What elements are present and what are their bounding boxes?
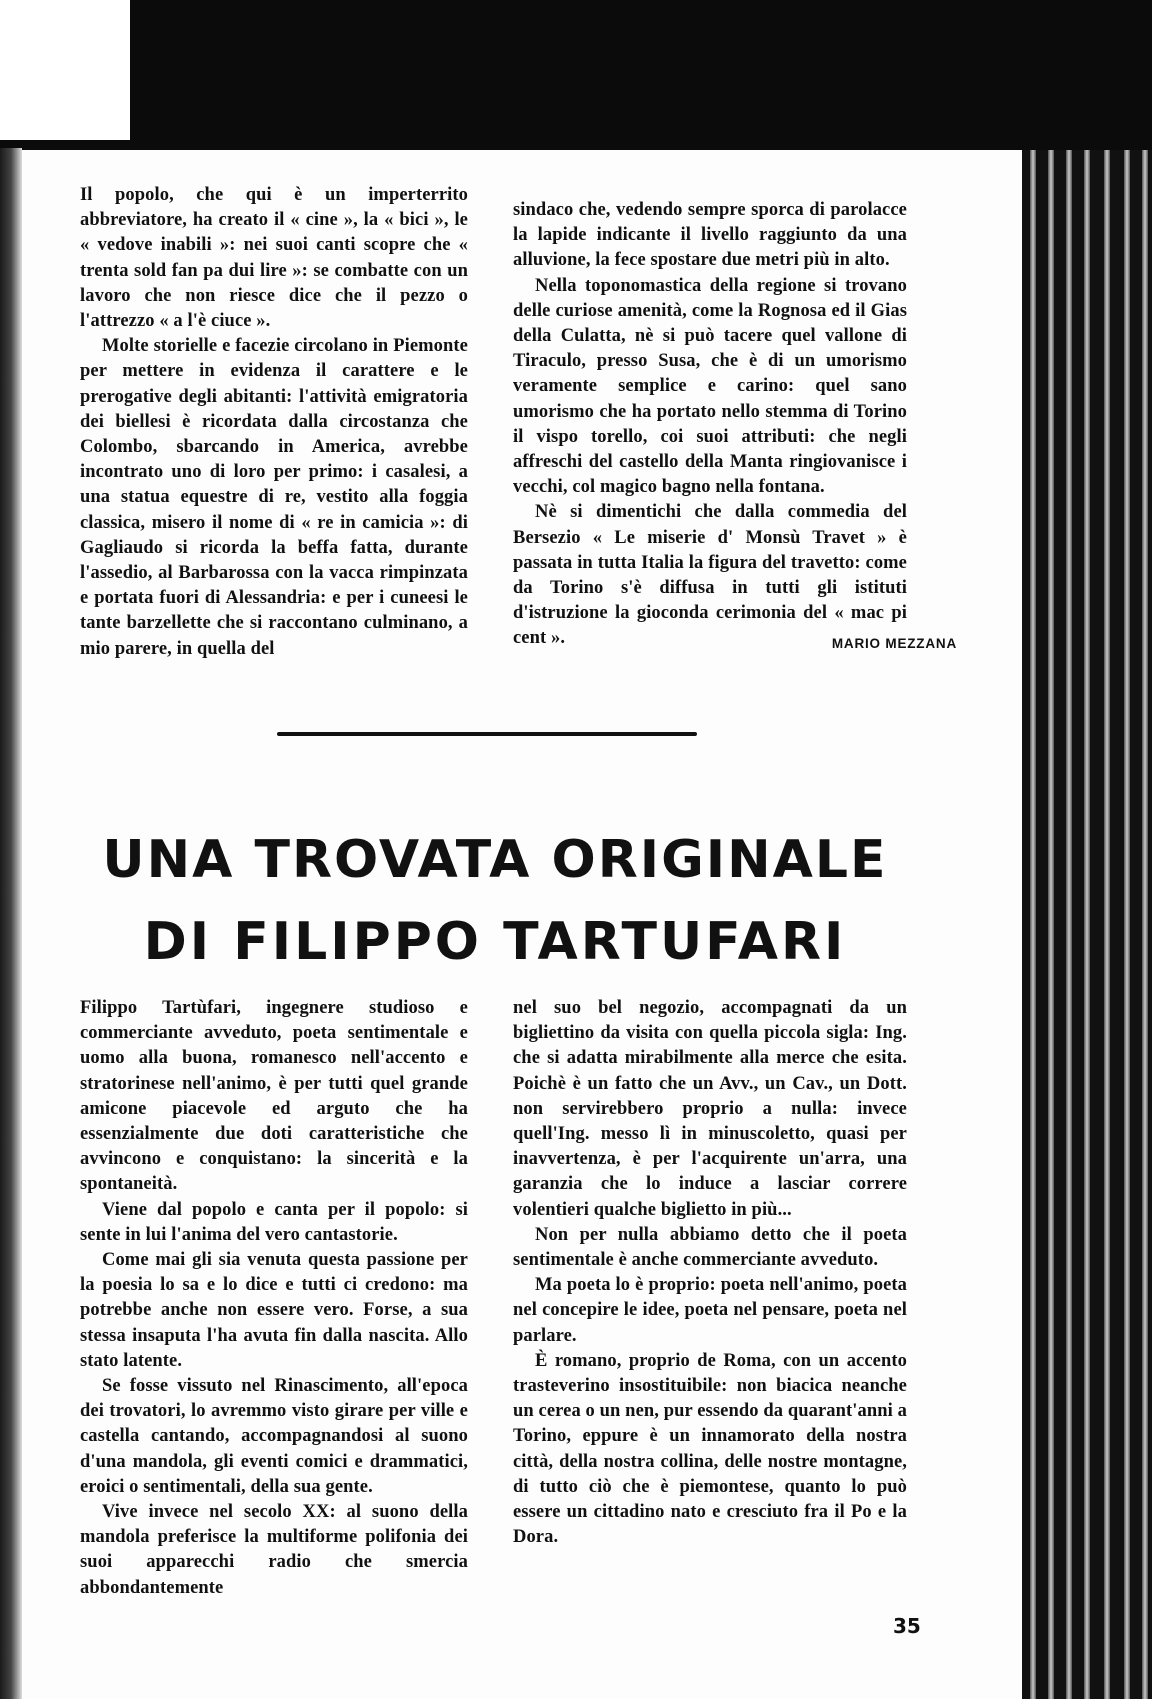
section-divider	[277, 732, 697, 736]
paragraph: sindaco che, vedendo sempre sporca di parolacce la lapide indicante il livello raggiunto da una alluvione, la fece spostare due metri più in alto.	[513, 200, 907, 271]
paragraph: Viene dal popolo e canta per il popolo: si sente in lui l'anima del vero cantastorie.	[80, 1199, 468, 1245]
paragraph: Ma poeta lo è proprio: poeta nell'animo, poeta nel concepire le idee, poeta nel pensare, poeta nel parlare.	[513, 1275, 907, 1346]
paragraph: Il popolo, che qui è un imperterrito abbreviatore, ha creato il « cine », la « bici », le « vedove inabili »: nei suoi canti scopre che « trenta sold fan pa dui lire »: se combatte con un lavoro che non riesce dice che il pezzo o l'attrezzo « a l'è ciuce ».	[80, 185, 468, 332]
paragraph: Nella toponomastica della regione si trovano delle curiose amenità, come la Rognosa ed il Gias della Culatta, nè si può tacere quel vallone di Tiraculo, presso Susa, che è di un umorismo veramente semplice e carino: quel sano umorismo che ha portato nello stemma di Torino il vispo torello, coi suoi attributi: che negli affreschi del castello della Manta ringiovanisce i vecchi, col magico bagno nella fontana.	[513, 275, 907, 498]
paragraph: Nè si dimentichi che dalla commedia del Bersezio « Le miserie d' Monsù Travet » è passata in tutta Italia la figura del travetto: come da Torino s'è diffusa in tutti gli istituti d'istruzione la gioconda cerimonia del « mac pi cent ».	[513, 502, 907, 649]
author-signature: MARIO MEZZANA	[831, 636, 957, 651]
scan-page-stack-edge	[1022, 150, 1152, 1699]
paragraph: Non per nulla abbiamo detto che il poeta sentimentale è anche commerciante avveduto.	[513, 1224, 907, 1271]
headline-line-2: DI FILIPPO TARTUFARI	[143, 912, 847, 972]
paragraph: Molte storielle e facezie circolano in Piemonte per mettere in evidenza il carattere e le prerogative degli abitanti: l'attività emigratoria dei biellesi è ricordata dalla circostanza che Colombo, sbarcando in America, avrebbe incontrato uno di loro per primo: i casalesi, a una statua equestre di re, vestito alla foggia classica, misero il nome di « re in camicia »: di Gagliaudo si ricorda la beffa fatta, durante l'assedio, al Barbarossa con la vacca rimpinzata e portata fuori di Alessandria: e per i cuneesi le tante barzellette che si raccontano culminano, a mio parere, in quella del	[80, 336, 468, 659]
article-bottom-column-right	[513, 996, 907, 1550]
article-bottom-column-left	[80, 996, 468, 1601]
article-top-column-left	[80, 183, 468, 662]
article-top-column-right	[513, 198, 907, 652]
paragraph: nel suo bel negozio, accompagnati da un bigliettino da visita con quella piccola sigla: Ing. che si adatta mirabilmente alla merce che esita. Poichè è un fatto che un Avv., un Cav., un Dott. non servirebbero proprio a nulla: invece quell'Ing. messo lì in minuscoletto, quasi per inavvertenza, è per l'acquirente un'arra, una garanzia che lo induce a lasciar correre volentieri qualche biglietto in più...	[513, 998, 907, 1220]
paragraph: È romano, proprio de Roma, con un accento trasteverino insostituibile: non biacica neanche un cerea o un nen, pur essendo da quarant'anni a Torino, eppure è un innamorato della nostra città, della nostra collina, delle nostre montagne, di tutto ciò che è piemontese, quanto lo può essere un cittadino nato e cresciuto fra il Po e la Dora.	[513, 1350, 907, 1548]
paragraph: Vive invece nel secolo XX: al suono della mandola preferisce la multiforme polifonia dei suoi apparecchi radio che smercia abbondantemente	[80, 1502, 468, 1598]
paragraph: Se fosse vissuto nel Rinascimento, all'epoca dei trovatori, lo avremmo visto girare per ville e castella cantando, accompagnandosi al suono d'una mandola, gli eventi comici e drammatici, eroici o sentimentali, della sua gente.	[80, 1376, 468, 1497]
page-number: 35	[893, 1614, 921, 1638]
headline-line-1: UNA TROVATA ORIGINALE	[102, 830, 888, 890]
paragraph: Come mai gli sia venuta questa passione per la poesia lo sa e lo dice e tutti ci credono: ma potrebbe anche non essere vero. Forse, a sua stessa insaputa l'ha avuta fin dalla nascita. Allo stato latente.	[80, 1250, 468, 1371]
scan-top-dark-band	[130, 0, 1152, 150]
paragraph: Filippo Tartùfari, ingegnere studioso e commerciante avveduto, poeta sentimentale e uomo alla buona, romanesco nell'accento e stratorinese nell'animo, è per tutti quel grande amicone piacevole ed arguto che ha essenzialmente due doti caratteristiche che avvincono e conquistano: la sincerità e la spontaneità.	[80, 998, 468, 1195]
scan-left-edge	[0, 148, 22, 1699]
